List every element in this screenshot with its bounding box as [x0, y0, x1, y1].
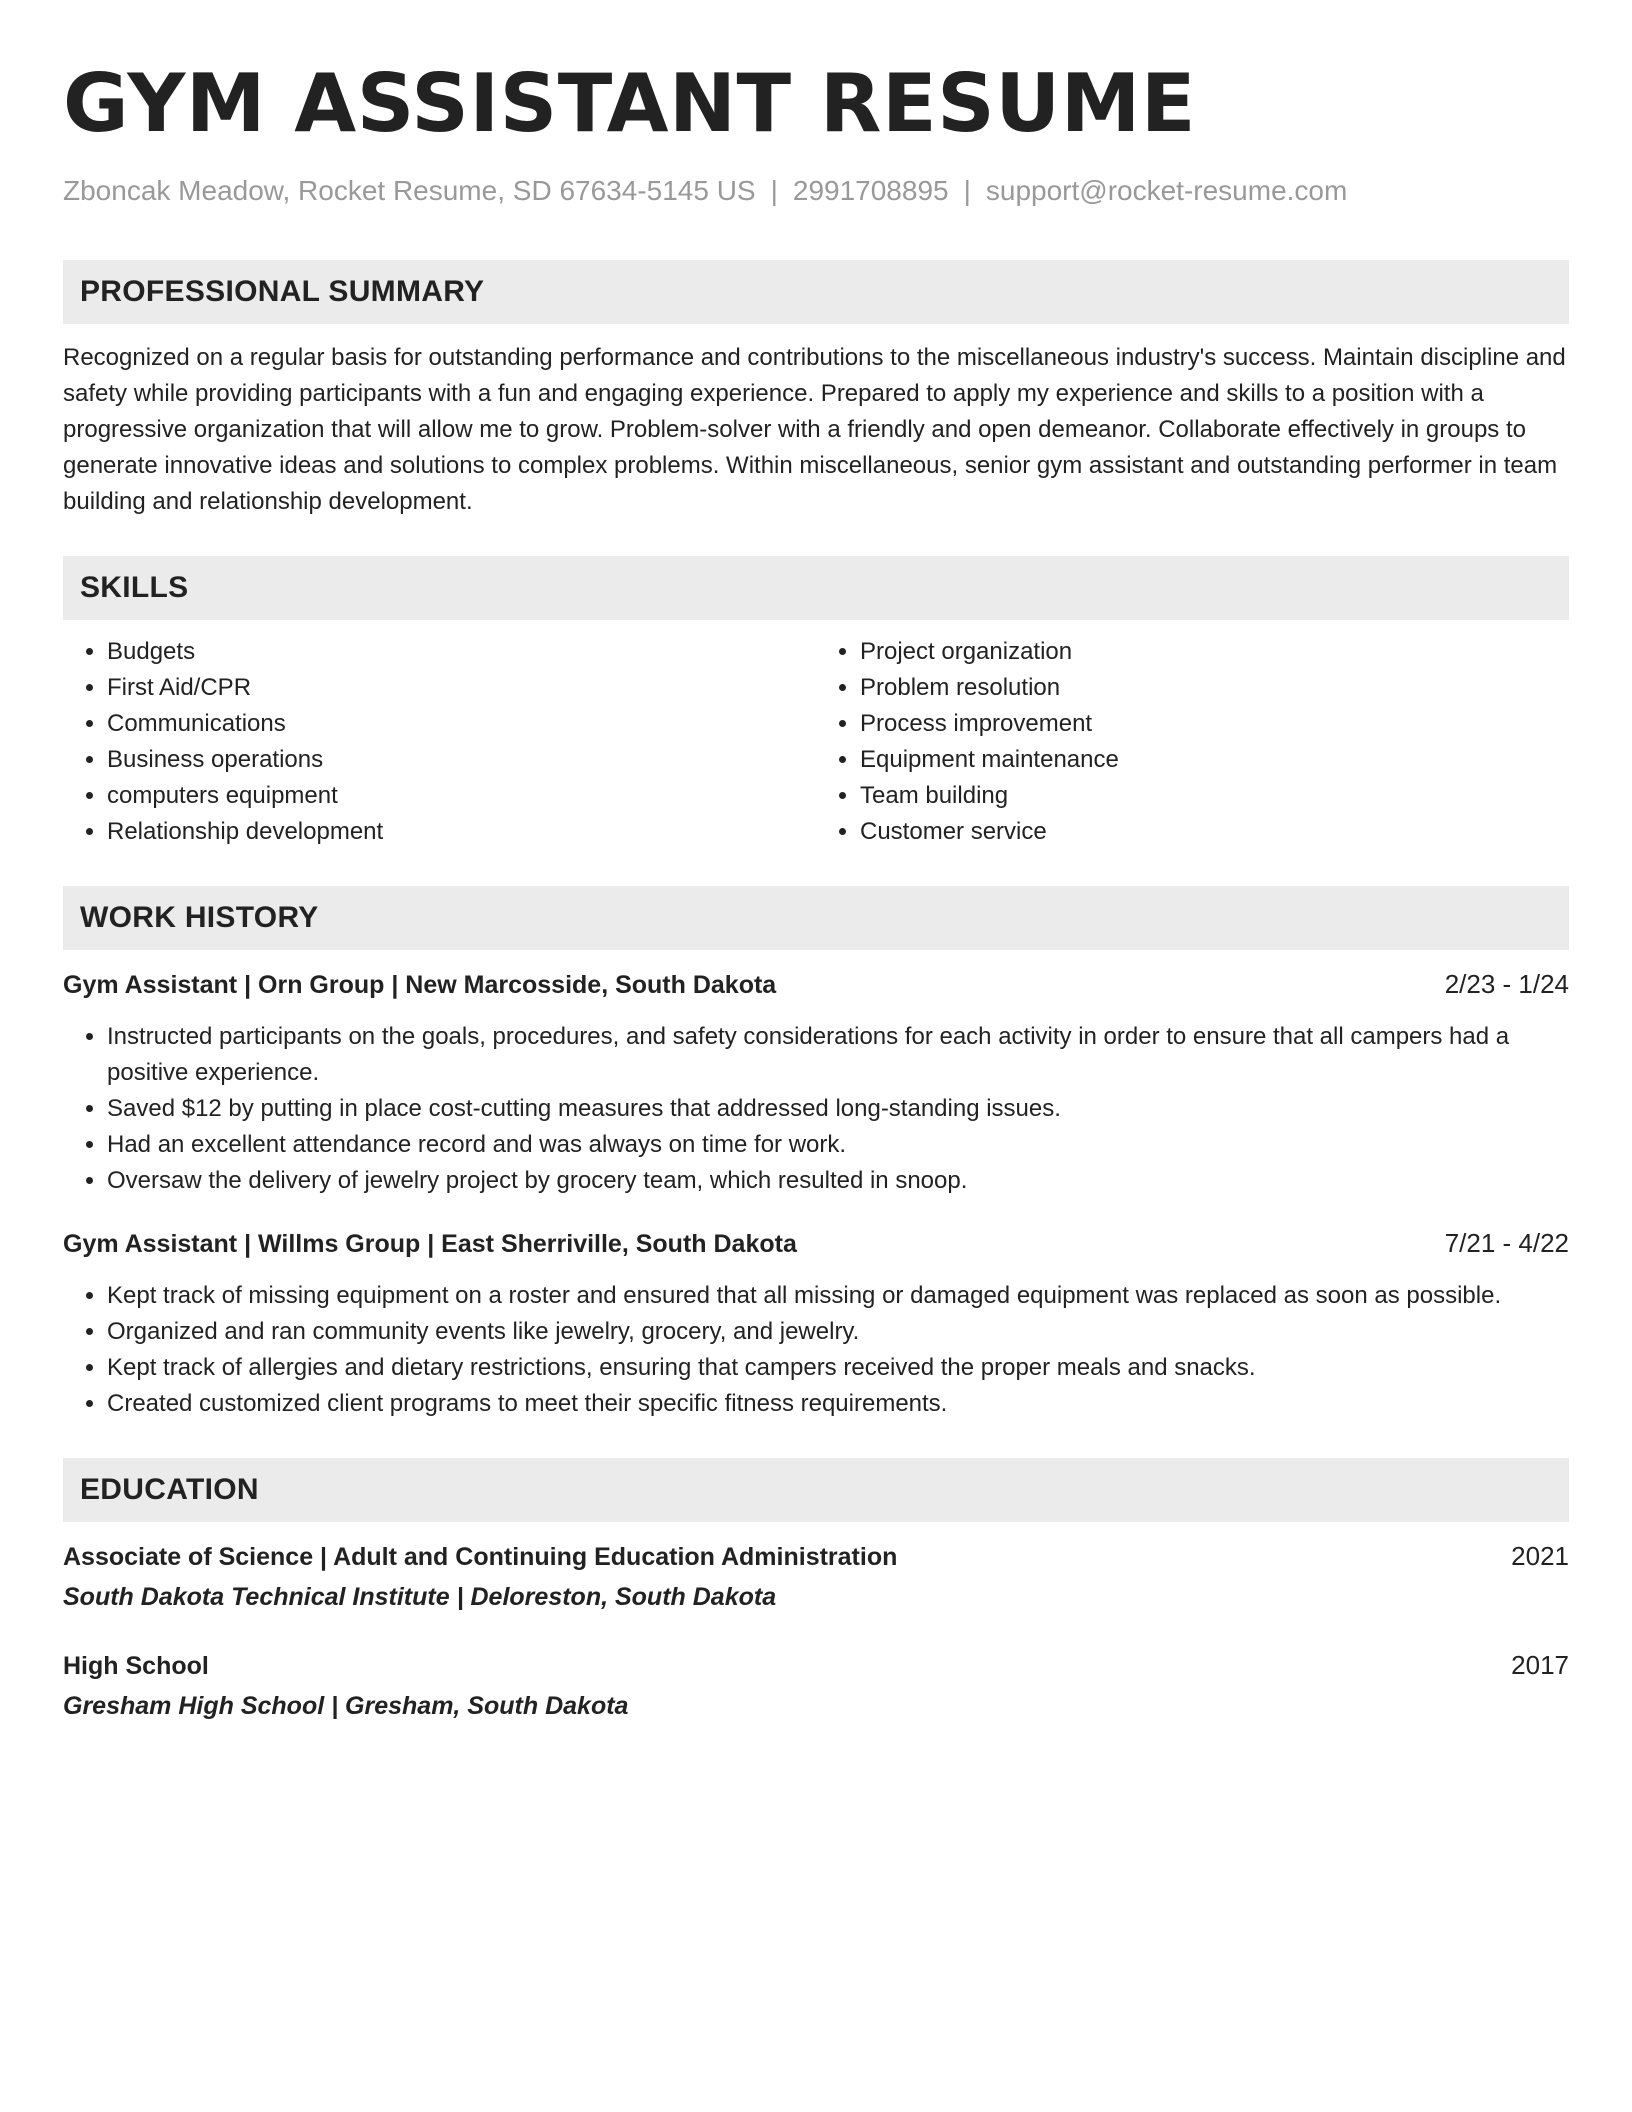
job-bullet: • Kept track of allergies and dietary restrictions, ensuring that campers received the proper meals and snacks.: [107, 1350, 1569, 1386]
job-bullets: [63, 1278, 1569, 1422]
skill-item: • Equipment maintenance: [860, 742, 1569, 778]
education-entry: [63, 1538, 1569, 1615]
summary-text: Recognized on a regular basis for outstanding performance and contributions to the miscellaneous industry's success. Maintain discipline and safety while providing participants with a fun and engaging experience. Prepared to apply my experience and skills to a position with a progressive organization that will allow me to grow. Problem-solver with a friendly and open demeanor. Collaborate effectively in groups to generate innovative ideas and solutions to complex problems. Within miscellaneous, senior gym assistant and outstanding performer in team building and relationship development.: [63, 344, 1566, 515]
contact-phone: 2991708895: [792, 175, 949, 206]
contact-address: Zboncak Meadow, Rocket Resume, SD 67634-5145 US: [63, 175, 756, 206]
skill-item: • First Aid/CPR: [107, 670, 816, 706]
contact-separator: |: [770, 175, 778, 206]
section-title: SKILLS: [80, 571, 189, 604]
skill-item: • Customer service: [860, 814, 1569, 850]
section-title: PROFESSIONAL SUMMARY: [80, 275, 485, 308]
skill-item: • Problem resolution: [860, 670, 1569, 706]
contact-separator: |: [963, 175, 971, 206]
job-bullet: • Saved $12 by putting in place cost-cutting measures that addressed long-standing issues.: [107, 1091, 1569, 1127]
job-header: [63, 966, 1569, 1003]
section-title: WORK HISTORY: [80, 901, 319, 934]
education-school: South Dakota Technical Institute | Deloreston, South Dakota: [63, 1583, 777, 1611]
education-school: Gresham High School | Gresham, South Dakota: [63, 1692, 629, 1720]
job-title: Gym Assistant | Orn Group | New Marcosside, South Dakota: [63, 971, 777, 999]
job-bullet: • Kept track of missing equipment on a roster and ensured that all missing or damaged equipment was replaced as soon as possible.: [107, 1278, 1569, 1314]
job-title: Gym Assistant | Willms Group | East Sherriville, South Dakota: [63, 1230, 797, 1258]
section-header-summary: [63, 260, 1569, 324]
skill-item: • Relationship development: [107, 814, 816, 850]
skill-item: • Business operations: [107, 742, 816, 778]
education-year: 2021: [1511, 1541, 1569, 1571]
education-header: [63, 1647, 1569, 1684]
education-year: 2017: [1511, 1650, 1569, 1680]
job-bullet: • Instructed participants on the goals, procedures, and safety considerations for each activity in order to ensure that all campers had a positive experience.: [107, 1019, 1569, 1091]
job-header: [63, 1225, 1569, 1262]
section-header-skills: [63, 556, 1569, 620]
education-degree: High School: [63, 1652, 209, 1680]
job-dates: 2/23 - 1/24: [1444, 969, 1569, 999]
job-bullet: • Created customized client programs to meet their specific fitness requirements.: [107, 1386, 1569, 1422]
education-degree: Associate of Science | Adult and Continuing Education Administration: [63, 1543, 898, 1571]
resume-title: GYM ASSISTANT RESUME: [63, 57, 1196, 150]
job-bullets: [63, 1019, 1569, 1199]
job-bullet: • Had an excellent attendance record and was always on time for work.: [107, 1127, 1569, 1163]
job-bullet: • Oversaw the delivery of jewelry project by grocery team, which resulted in snoop.: [107, 1163, 1569, 1199]
section-header-work-history: [63, 886, 1569, 950]
section-header-education: [63, 1458, 1569, 1522]
skills-column-right: [816, 634, 1569, 850]
skill-item: • Communications: [107, 706, 816, 742]
job-bullet: • Organized and ran community events like jewelry, grocery, and jewelry.: [107, 1314, 1569, 1350]
skill-item: • Project organization: [860, 634, 1569, 670]
education-entry: [63, 1647, 1569, 1724]
contact-email: support@rocket-resume.com: [985, 175, 1348, 206]
job-dates: 7/21 - 4/22: [1444, 1228, 1569, 1258]
skill-item: • Process improvement: [860, 706, 1569, 742]
job-entry: [63, 966, 1569, 1199]
skills-column-left: [63, 634, 816, 850]
job-entry: [63, 1225, 1569, 1422]
section-title: EDUCATION: [80, 1473, 259, 1506]
skill-item: • Budgets: [107, 634, 816, 670]
skill-item: • computers equipment: [107, 778, 816, 814]
contact-line: [63, 172, 1569, 210]
skill-item: • Team building: [860, 778, 1569, 814]
skills-list: [63, 634, 1569, 850]
education-header: [63, 1538, 1569, 1575]
